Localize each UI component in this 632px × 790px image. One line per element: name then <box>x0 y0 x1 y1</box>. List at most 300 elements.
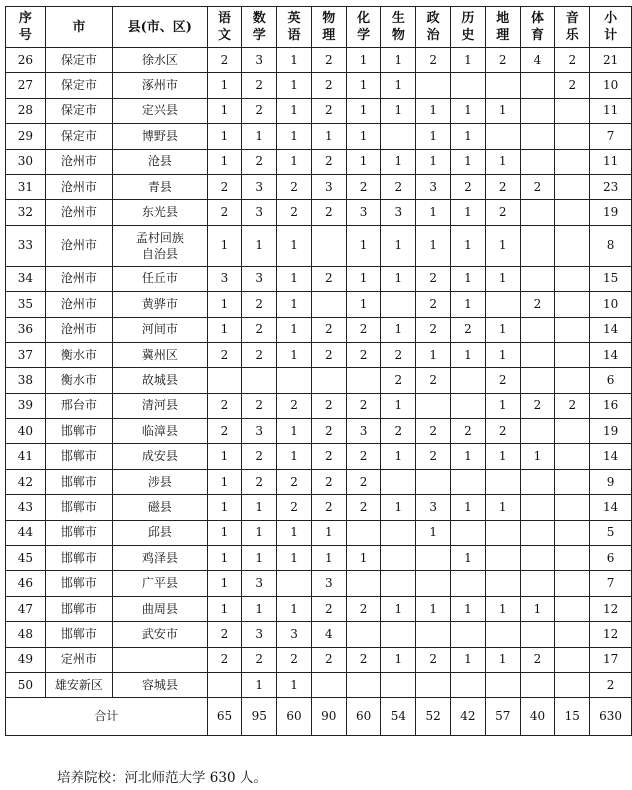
subject-count-cell: 2 <box>207 647 242 672</box>
subject-count-cell: 2 <box>346 444 381 469</box>
subject-count-cell: 1 <box>207 546 242 571</box>
subject-count-cell: 1 <box>485 596 520 621</box>
subject-count-cell: 2 <box>381 342 416 367</box>
subject-count-cell <box>520 73 555 98</box>
subject-count-cell: 1 <box>277 73 312 98</box>
subject-count-cell: 2 <box>242 292 277 317</box>
subject-count-cell: 2 <box>207 48 242 73</box>
subject-count-cell: 2 <box>485 174 520 199</box>
subject-count-cell: 3 <box>381 200 416 225</box>
county-cell: 临漳县 <box>113 419 207 444</box>
subject-count-cell <box>451 73 486 98</box>
subject-count-cell: 2 <box>416 317 451 342</box>
subject-count-cell <box>416 73 451 98</box>
subject-count-cell: 1 <box>381 225 416 266</box>
subject-count-cell <box>381 292 416 317</box>
subtotal-cell: 12 <box>590 622 632 647</box>
county-cell: 孟村回族自治县 <box>113 225 207 266</box>
subject-count-cell: 3 <box>311 571 346 596</box>
allocation-table <box>5 6 632 736</box>
county-cell: 清河县 <box>113 393 207 418</box>
subject-count-cell <box>520 622 555 647</box>
subject-count-cell: 2 <box>277 174 312 199</box>
subject-count-cell: 2 <box>242 393 277 418</box>
subject-count-cell: 1 <box>485 149 520 174</box>
city-cell: 邯郸市 <box>45 495 112 520</box>
county-cell: 青县 <box>113 174 207 199</box>
subject-count-cell: 1 <box>451 98 486 123</box>
header-subject: 政治 <box>416 7 451 48</box>
subject-count-cell <box>451 672 486 697</box>
subject-count-cell: 1 <box>451 596 486 621</box>
subject-count-cell: 1 <box>207 571 242 596</box>
total-cell: 60 <box>346 698 381 736</box>
table-row <box>6 225 632 266</box>
subject-count-cell <box>520 571 555 596</box>
subject-count-cell: 2 <box>207 622 242 647</box>
subject-count-cell: 1 <box>416 149 451 174</box>
table-row <box>6 393 632 418</box>
subject-count-cell: 1 <box>485 342 520 367</box>
total-cell: 54 <box>381 698 416 736</box>
row-number: 28 <box>6 98 46 123</box>
table-row <box>6 266 632 291</box>
subject-count-cell: 2 <box>311 469 346 494</box>
subject-count-cell: 2 <box>311 596 346 621</box>
subject-count-cell <box>520 98 555 123</box>
subject-count-cell: 3 <box>346 200 381 225</box>
row-number: 41 <box>6 444 46 469</box>
row-number: 34 <box>6 266 46 291</box>
subject-count-cell: 1 <box>416 124 451 149</box>
subject-count-cell: 2 <box>381 174 416 199</box>
subject-count-cell: 2 <box>416 266 451 291</box>
subject-count-cell: 1 <box>485 317 520 342</box>
subject-count-cell: 1 <box>451 495 486 520</box>
total-cell: 90 <box>311 698 346 736</box>
subject-count-cell: 4 <box>520 48 555 73</box>
subject-count-cell: 2 <box>520 292 555 317</box>
subject-count-cell: 3 <box>242 174 277 199</box>
total-cell: 52 <box>416 698 451 736</box>
subject-count-cell: 1 <box>520 444 555 469</box>
subject-count-cell <box>555 444 590 469</box>
total-cell: 57 <box>485 698 520 736</box>
county-cell <box>113 647 207 672</box>
total-cell: 95 <box>242 698 277 736</box>
subtotal-cell: 5 <box>590 520 632 545</box>
table-row <box>6 622 632 647</box>
city-cell: 保定市 <box>45 73 112 98</box>
subject-count-cell <box>416 672 451 697</box>
subtotal-cell: 6 <box>590 368 632 393</box>
subject-count-cell: 1 <box>346 73 381 98</box>
subject-count-cell: 1 <box>520 596 555 621</box>
county-cell: 磁县 <box>113 495 207 520</box>
county-cell: 故城县 <box>113 368 207 393</box>
subject-count-cell <box>485 672 520 697</box>
subject-count-cell: 2 <box>311 266 346 291</box>
subject-count-cell: 1 <box>277 149 312 174</box>
subject-count-cell: 1 <box>381 317 416 342</box>
subject-count-cell <box>485 469 520 494</box>
subject-count-cell <box>277 571 312 596</box>
subject-count-cell: 3 <box>346 419 381 444</box>
subject-count-cell: 2 <box>416 419 451 444</box>
city-cell: 邯郸市 <box>45 469 112 494</box>
subject-count-cell: 2 <box>346 596 381 621</box>
subject-count-cell <box>346 520 381 545</box>
subject-count-cell <box>381 520 416 545</box>
row-number: 36 <box>6 317 46 342</box>
subject-count-cell: 2 <box>485 419 520 444</box>
header-subject: 体育 <box>520 7 555 48</box>
header-subject: 音乐 <box>555 7 590 48</box>
subtotal-cell: 11 <box>590 149 632 174</box>
subject-count-cell: 1 <box>242 495 277 520</box>
city-cell: 衡水市 <box>45 368 112 393</box>
subject-count-cell <box>451 368 486 393</box>
subtotal-cell: 11 <box>590 98 632 123</box>
subject-count-cell: 1 <box>346 292 381 317</box>
subject-count-cell <box>555 647 590 672</box>
subject-count-cell <box>381 672 416 697</box>
subject-count-cell <box>555 419 590 444</box>
subject-count-cell: 2 <box>416 48 451 73</box>
subject-count-cell: 2 <box>277 647 312 672</box>
subject-count-cell: 1 <box>277 48 312 73</box>
city-cell: 邯郸市 <box>45 622 112 647</box>
subject-count-cell <box>555 342 590 367</box>
row-number: 44 <box>6 520 46 545</box>
subject-count-cell: 2 <box>207 174 242 199</box>
subject-count-cell: 2 <box>520 393 555 418</box>
subject-count-cell <box>346 622 381 647</box>
subtotal-cell: 14 <box>590 342 632 367</box>
subject-count-cell: 1 <box>277 98 312 123</box>
subject-count-cell <box>207 368 242 393</box>
subject-count-cell <box>311 225 346 266</box>
subject-count-cell: 1 <box>207 73 242 98</box>
subtotal-cell: 12 <box>590 596 632 621</box>
subject-count-cell <box>346 368 381 393</box>
subject-count-cell <box>520 368 555 393</box>
subject-count-cell: 3 <box>242 48 277 73</box>
subject-count-cell: 1 <box>207 469 242 494</box>
subject-count-cell: 3 <box>277 622 312 647</box>
subject-count-cell <box>485 571 520 596</box>
table-row <box>6 672 632 697</box>
subject-count-cell <box>520 546 555 571</box>
subject-count-cell: 2 <box>485 368 520 393</box>
subject-count-cell <box>555 495 590 520</box>
city-cell: 保定市 <box>45 98 112 123</box>
county-cell: 广平县 <box>113 571 207 596</box>
subject-count-cell <box>520 149 555 174</box>
table-row <box>6 48 632 73</box>
subtotal-cell: 19 <box>590 419 632 444</box>
subject-count-cell: 2 <box>242 342 277 367</box>
subject-count-cell: 1 <box>242 596 277 621</box>
subject-count-cell <box>520 469 555 494</box>
subject-count-cell: 1 <box>207 520 242 545</box>
header-city: 市 <box>45 7 112 48</box>
subject-count-cell: 2 <box>311 48 346 73</box>
subject-count-cell: 2 <box>346 647 381 672</box>
subject-count-cell: 1 <box>277 124 312 149</box>
subject-count-cell: 2 <box>346 393 381 418</box>
subject-count-cell: 1 <box>242 225 277 266</box>
subject-count-cell: 2 <box>520 174 555 199</box>
subject-count-cell: 1 <box>207 444 242 469</box>
header-subject: 语文 <box>207 7 242 48</box>
county-cell: 东光县 <box>113 200 207 225</box>
subject-count-cell: 1 <box>277 520 312 545</box>
subject-count-cell: 2 <box>381 368 416 393</box>
subject-count-cell: 1 <box>485 225 520 266</box>
subject-count-cell: 1 <box>277 292 312 317</box>
subject-count-cell: 1 <box>451 225 486 266</box>
subject-count-cell <box>485 73 520 98</box>
county-cell: 冀州区 <box>113 342 207 367</box>
subject-count-cell <box>416 393 451 418</box>
row-number: 32 <box>6 200 46 225</box>
table-row <box>6 342 632 367</box>
subject-count-cell: 2 <box>381 419 416 444</box>
city-cell: 沧州市 <box>45 266 112 291</box>
subject-count-cell: 2 <box>311 98 346 123</box>
subject-count-cell: 1 <box>207 98 242 123</box>
row-number: 30 <box>6 149 46 174</box>
subject-count-cell: 1 <box>277 342 312 367</box>
subtotal-cell: 14 <box>590 444 632 469</box>
subject-count-cell: 2 <box>346 317 381 342</box>
subject-count-cell: 2 <box>311 317 346 342</box>
subject-count-cell <box>555 225 590 266</box>
county-cell: 定兴县 <box>113 98 207 123</box>
subject-count-cell: 1 <box>242 546 277 571</box>
training-school-note: 培养院校：河北师范大学 630 人。 <box>57 770 267 786</box>
city-cell: 邯郸市 <box>45 444 112 469</box>
row-number: 48 <box>6 622 46 647</box>
total-row <box>6 698 632 736</box>
subject-count-cell: 1 <box>451 444 486 469</box>
subject-count-cell <box>555 266 590 291</box>
subject-count-cell: 1 <box>451 342 486 367</box>
table-row <box>6 317 632 342</box>
subject-count-cell: 1 <box>311 546 346 571</box>
subject-count-cell: 1 <box>485 98 520 123</box>
subject-count-cell <box>555 622 590 647</box>
subject-count-cell: 2 <box>416 444 451 469</box>
subject-count-cell <box>381 469 416 494</box>
subject-count-cell <box>381 622 416 647</box>
subject-count-cell: 2 <box>346 174 381 199</box>
table-row <box>6 292 632 317</box>
subject-count-cell: 2 <box>207 419 242 444</box>
subject-count-cell: 2 <box>416 292 451 317</box>
subject-count-cell: 1 <box>311 124 346 149</box>
total-cell: 40 <box>520 698 555 736</box>
subtotal-cell: 21 <box>590 48 632 73</box>
subject-count-cell: 1 <box>207 124 242 149</box>
table-row <box>6 596 632 621</box>
row-number: 38 <box>6 368 46 393</box>
city-cell: 邯郸市 <box>45 571 112 596</box>
subject-count-cell <box>381 124 416 149</box>
table-row <box>6 571 632 596</box>
subject-count-cell <box>381 571 416 596</box>
subject-count-cell: 1 <box>242 124 277 149</box>
subject-count-cell: 1 <box>416 520 451 545</box>
subject-count-cell: 3 <box>242 622 277 647</box>
subject-count-cell: 1 <box>416 342 451 367</box>
city-cell: 沧州市 <box>45 174 112 199</box>
city-cell: 定州市 <box>45 647 112 672</box>
table-row <box>6 200 632 225</box>
subject-count-cell: 1 <box>381 444 416 469</box>
subject-count-cell: 2 <box>311 419 346 444</box>
header-subject: 地理 <box>485 7 520 48</box>
subject-count-cell: 1 <box>381 48 416 73</box>
city-cell: 保定市 <box>45 48 112 73</box>
subject-count-cell: 1 <box>381 98 416 123</box>
table-row <box>6 647 632 672</box>
subject-count-cell <box>520 225 555 266</box>
subject-count-cell <box>520 672 555 697</box>
header-subject: 数学 <box>242 7 277 48</box>
subject-count-cell: 3 <box>416 495 451 520</box>
table-row <box>6 495 632 520</box>
header-row <box>6 7 632 48</box>
subject-count-cell: 1 <box>485 393 520 418</box>
subject-count-cell: 3 <box>207 266 242 291</box>
subject-count-cell <box>485 520 520 545</box>
subject-count-cell: 2 <box>520 647 555 672</box>
subject-count-cell: 2 <box>311 393 346 418</box>
subject-count-cell: 1 <box>381 393 416 418</box>
subject-count-cell: 2 <box>311 647 346 672</box>
subject-count-cell: 3 <box>242 266 277 291</box>
subject-count-cell: 1 <box>416 98 451 123</box>
header-subject: 化学 <box>346 7 381 48</box>
city-cell: 沧州市 <box>45 292 112 317</box>
subject-count-cell <box>555 469 590 494</box>
total-cell: 65 <box>207 698 242 736</box>
subject-count-cell <box>451 393 486 418</box>
subject-count-cell: 3 <box>242 200 277 225</box>
total-cell: 42 <box>451 698 486 736</box>
subject-count-cell <box>555 520 590 545</box>
subject-count-cell: 1 <box>207 596 242 621</box>
subject-count-cell: 1 <box>346 225 381 266</box>
row-number: 40 <box>6 419 46 444</box>
subject-count-cell: 1 <box>277 596 312 621</box>
subject-count-cell: 2 <box>277 200 312 225</box>
subject-count-cell: 1 <box>451 292 486 317</box>
subject-count-cell <box>555 596 590 621</box>
subtotal-cell: 6 <box>590 546 632 571</box>
city-cell: 邯郸市 <box>45 419 112 444</box>
row-number: 35 <box>6 292 46 317</box>
table-row <box>6 520 632 545</box>
subject-count-cell <box>416 571 451 596</box>
county-cell: 涉县 <box>113 469 207 494</box>
subject-count-cell: 1 <box>451 200 486 225</box>
city-cell: 邢台市 <box>45 393 112 418</box>
subject-count-cell: 1 <box>242 672 277 697</box>
subject-count-cell <box>555 98 590 123</box>
subject-count-cell <box>555 546 590 571</box>
header-county: 县(市、区) <box>113 7 207 48</box>
subject-count-cell: 2 <box>346 469 381 494</box>
row-number: 37 <box>6 342 46 367</box>
county-cell: 任丘市 <box>113 266 207 291</box>
subject-count-cell: 2 <box>416 647 451 672</box>
city-cell: 保定市 <box>45 124 112 149</box>
row-number: 39 <box>6 393 46 418</box>
header-subject: 生物 <box>381 7 416 48</box>
subject-count-cell: 1 <box>416 225 451 266</box>
city-cell: 沧州市 <box>45 200 112 225</box>
subject-count-cell <box>520 342 555 367</box>
subtotal-cell: 9 <box>590 469 632 494</box>
subject-count-cell <box>520 495 555 520</box>
subject-count-cell: 2 <box>207 342 242 367</box>
subject-count-cell: 1 <box>277 444 312 469</box>
county-cell: 博野县 <box>113 124 207 149</box>
subject-count-cell <box>242 368 277 393</box>
subtotal-cell: 10 <box>590 292 632 317</box>
subject-count-cell: 1 <box>451 266 486 291</box>
row-number: 46 <box>6 571 46 596</box>
city-cell: 邯郸市 <box>45 596 112 621</box>
table-row <box>6 174 632 199</box>
subtotal-cell: 23 <box>590 174 632 199</box>
header-no: 序号 <box>6 7 46 48</box>
row-number: 49 <box>6 647 46 672</box>
subject-count-cell <box>555 200 590 225</box>
subject-count-cell <box>555 317 590 342</box>
subject-count-cell: 2 <box>451 174 486 199</box>
subject-count-cell: 1 <box>277 266 312 291</box>
county-cell: 邱县 <box>113 520 207 545</box>
subject-count-cell <box>485 546 520 571</box>
subject-count-cell: 3 <box>242 419 277 444</box>
subject-count-cell: 2 <box>346 342 381 367</box>
subject-count-cell: 1 <box>207 225 242 266</box>
subject-count-cell: 2 <box>277 469 312 494</box>
table-row <box>6 98 632 123</box>
subject-count-cell: 2 <box>311 342 346 367</box>
subject-count-cell: 1 <box>346 48 381 73</box>
row-number: 47 <box>6 596 46 621</box>
subject-count-cell: 1 <box>346 266 381 291</box>
subject-count-cell <box>555 368 590 393</box>
subject-count-cell <box>555 292 590 317</box>
subject-count-cell: 2 <box>311 149 346 174</box>
subject-count-cell <box>485 124 520 149</box>
subject-count-cell: 2 <box>207 200 242 225</box>
county-cell: 河间市 <box>113 317 207 342</box>
subject-count-cell: 2 <box>555 393 590 418</box>
subject-count-cell <box>555 149 590 174</box>
subject-count-cell: 2 <box>277 393 312 418</box>
subject-count-cell: 2 <box>451 419 486 444</box>
header-subject: 物理 <box>311 7 346 48</box>
subject-count-cell: 1 <box>381 149 416 174</box>
county-cell: 曲周县 <box>113 596 207 621</box>
